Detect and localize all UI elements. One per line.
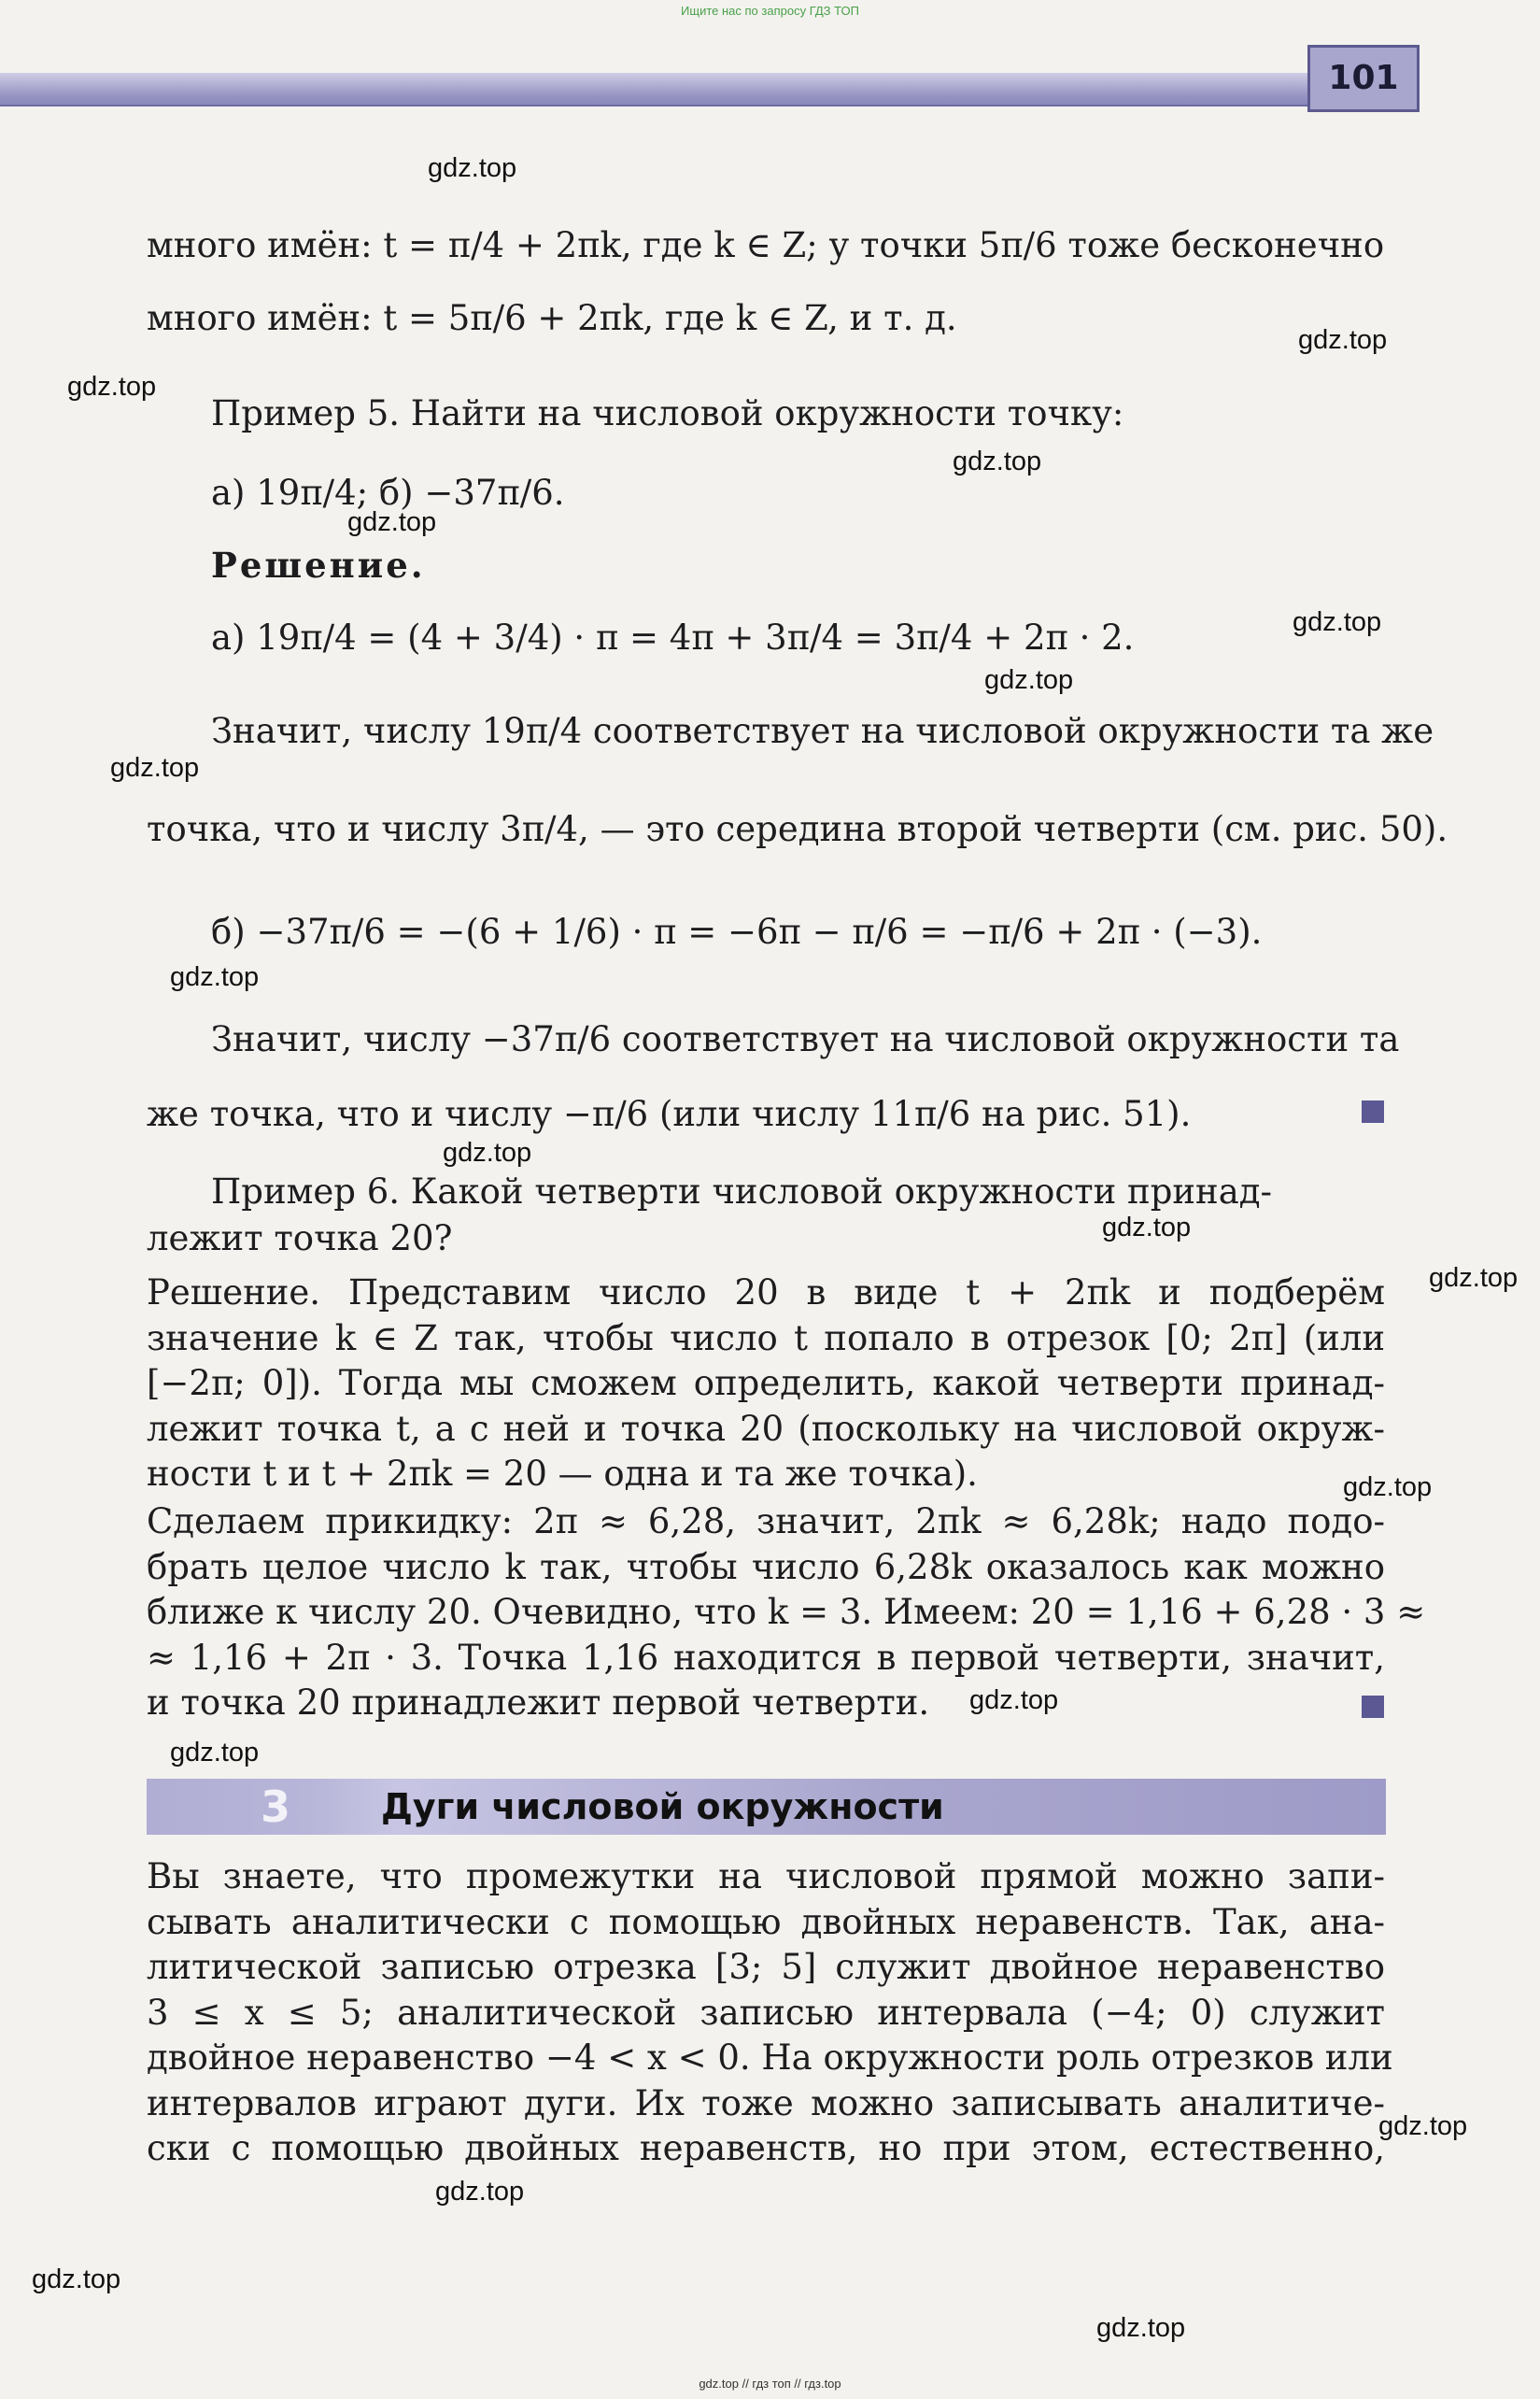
meaning-b-line-1: Значит, числу −37π/6 соответствует на числовой окружности та [211,1019,1400,1059]
paragraph-line: значение k ∈ Z так, чтобы число t попало в отрезок [0; 2π] (или [147,1317,1385,1358]
meaning-a-line-1: Значит, числу 19π/4 соответствует на числовой окружности та же [211,711,1434,751]
end-of-example-marker [1362,1696,1384,1718]
paragraph-arcs [147,1854,1393,2172]
example-5-heading: Пример 5. Найти на числовой окружности точку: [211,393,1124,433]
meaning-b-line-2: же точка, что и числу −π/6 (или числу 11π/6 на рис. 51). [147,1094,1192,1134]
watermark: gdz.top [347,507,437,537]
paragraph-line: ности t и t + 2πk = 20 — одна и та же точка). [147,1454,978,1494]
text-line-2: много имён: t = 5π/6 + 2πk, где k ∈ Z, и т. д. [147,298,957,338]
bottom-note: gdz.top // гдз топ // гдз.top [699,2377,841,2391]
watermark: gdz.top [1298,325,1388,355]
watermark: gdz.top [32,2264,121,2294]
watermark: gdz.top [984,665,1074,695]
watermark: gdz.top [1378,2111,1468,2141]
paragraph-line: Решение. Представим число 20 в виде t + 2πk и подберём [147,1272,1385,1313]
paragraph-line: и точка 20 принадлежит первой четверти. [147,1682,930,1723]
paragraph-line: Сделаем прикидку: 2π ≈ 6,28, значит, 2πk ≈ 6,28k; надо подо- [147,1501,1385,1541]
solution-label: Решение. [211,545,426,586]
watermark: gdz.top [67,372,157,402]
watermark: gdz.top [1102,1213,1192,1242]
paragraph-line: сывать аналитически с помощью двойных неравенств. Так, ана- [147,1901,1385,1942]
paragraph-estimate [147,1499,1426,1726]
page-number: 101 [1307,45,1420,112]
example-6-line-1: Пример 6. Какой четверти числовой окружности принад- [211,1171,1273,1212]
watermark: gdz.top [1343,1472,1433,1502]
watermark: gdz.top [1096,2313,1186,2343]
watermark: gdz.top [1429,1263,1519,1293]
watermark: gdz.top [953,447,1042,476]
paragraph-solution-6 [147,1270,1385,1498]
paragraph-line: 3 ≤ x ≤ 5; аналитической записью интервала (−4; 0) служит [147,1992,1385,2033]
solution-b: б) −37π/6 = −(6 + 1/6) · π = −6π − π/6 = −π/6 + 2π · (−3). [211,912,1263,952]
meaning-a-line-2: точка, что и числу 3π/4, — это середина второй четверти (см. рис. 50). [147,809,1448,849]
paragraph-line: ≈ 1,16 + 2π · 3. Точка 1,16 находится в первой четверти, значит, [147,1637,1385,1678]
paragraph-line: Вы знаете, что промежутки на числовой прямой можно запи- [147,1856,1385,1896]
header-bar [0,73,1420,106]
watermark: gdz.top [435,2177,525,2207]
paragraph-line: ближе к числу 20. Очевидно, что k = 3. Имеем: 20 = 1,16 + 6,28 · 3 ≈ [147,1592,1426,1632]
paragraph-line: ски с помощью двойных неравенств, но при этом, естественно, [147,2128,1385,2168]
paragraph-line: интервалов играют дуги. Их тоже можно записывать аналитиче- [147,2082,1385,2123]
paragraph-line: [−2π; 0]). Тогда мы сможем определить, какой четверти принад- [147,1363,1385,1403]
watermark: gdz.top [969,1685,1059,1715]
solution-a: а) 19π/4 = (4 + 3/4) · π = 4π + 3π/4 = 3π/4 + 2π · 2. [211,617,1135,658]
top-note: Ищите нас по запросу ГДЗ ТОП [681,4,859,18]
text-line-1: много имён: t = π/4 + 2πk, где k ∈ Z; у точки 5π/6 тоже бесконечно [147,225,1385,265]
section-title: Дуги числовой окружности [381,1786,944,1827]
watermark: gdz.top [170,1738,260,1767]
paragraph-line: лежит точка t, а с ней и точка 20 (поскольку на числовой окруж- [147,1408,1385,1449]
watermark: gdz.top [110,753,200,783]
watermark: gdz.top [443,1138,532,1168]
example-6-line-2: лежит точка 20? [147,1218,453,1258]
example-5-items: а) 19π/4; б) −37π/6. [211,473,565,513]
end-of-example-marker [1362,1100,1384,1123]
paragraph-line: брать целое число k так, чтобы число 6,28k оказалось как можно [147,1546,1385,1587]
section-number: 3 [260,1782,290,1832]
watermark: gdz.top [428,153,517,183]
paragraph-line: двойное неравенство −4 < x < 0. На окружности роль отрезков или [147,2037,1393,2078]
watermark: gdz.top [1293,607,1382,637]
watermark: gdz.top [170,962,260,992]
paragraph-line: литической записью отрезка [3; 5] служит двойное неравенство [147,1947,1385,1987]
